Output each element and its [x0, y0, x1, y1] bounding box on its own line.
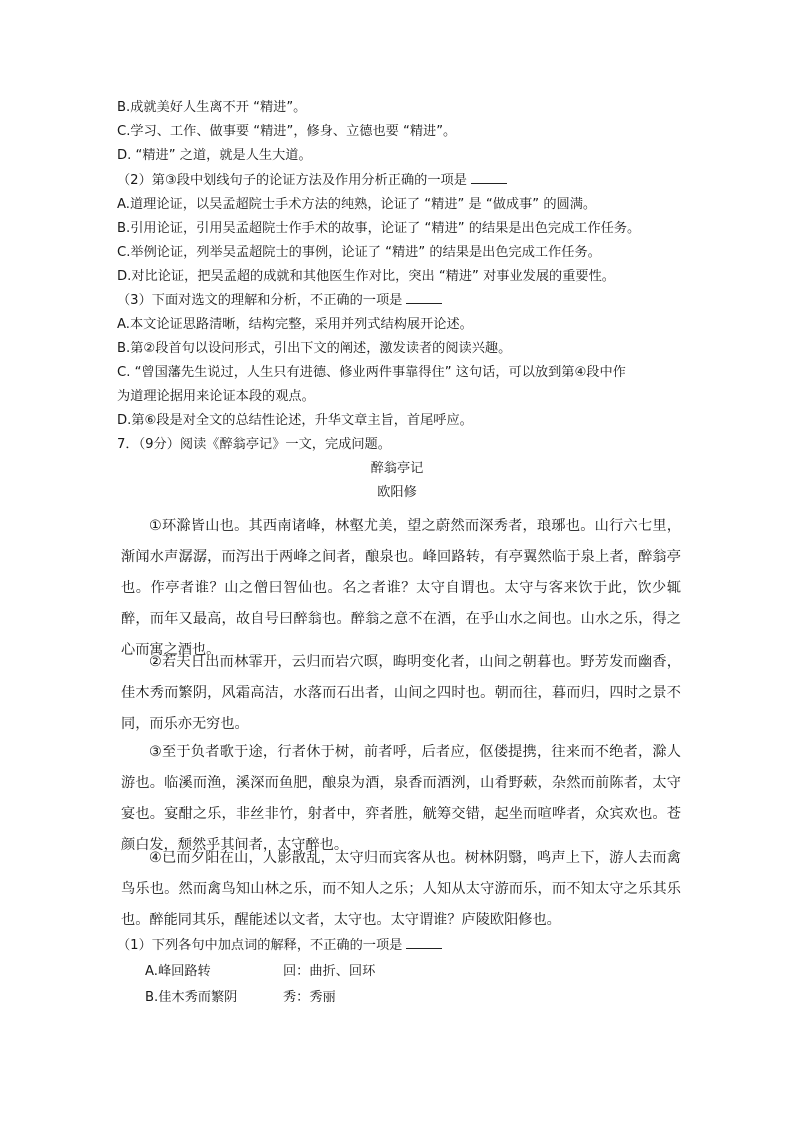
q6-2-stem [117, 171, 687, 191]
q7-1-option-a-gloss: 回：曲折、回环 [283, 964, 376, 979]
q6-3-option-a: A.本文论证思路清晰，结构完整，采用并列式结构展开论述。 [117, 317, 473, 332]
answer-blank [471, 171, 507, 184]
q7-stem: 7．（9分）阅读《醉翁亭记》一文，完成问题。 [117, 437, 391, 452]
passage-author: 欧阳修 [377, 485, 417, 500]
answer-blank [406, 291, 442, 304]
q6-3-option-c-line2: 为道理论据用来论证本段的观点。 [117, 389, 315, 404]
q6-2-option-a: A.道理论证，以吴孟超院士手术方法的纯熟，论证了 “精进” 是 “做成事” 的圆满。 [117, 197, 597, 212]
q6-3-stem-text: （3）下面对选文的理解和分析，不正确的一项是 [117, 293, 403, 308]
q7-1-option-b-gloss: 秀：秀丽 [283, 990, 336, 1005]
passage-paragraph-4: ④已而夕阳在山，人影散乱，太守归而宾客从也。树林阴翳，鸣声上下，游人去而禽鸟乐也。然而禽鸟知山林之乐，而不知人之乐；人知从太守游而乐，而不知太守之乐其乐也。醉能同其乐，醒能述以文者，太守也。太守谓谁？庐陵欧阳修也。 [121, 850, 681, 928]
q6-1-option-c: C.学习、工作、做事要 “精进”，修身、立德也要 “精进”。 [117, 124, 457, 139]
passage-title: 醉翁亭记 [370, 461, 424, 476]
q6-3-option-c-line1: C. “曾国藩先生说过，人生只有进德、修业两件事靠得住” 这句话，可以放到第④段中作 [117, 365, 626, 380]
passage-paragraph-3: ③至于负者歌于途，行者休于树，前者呼，后者应，伛偻提携，往来而不绝者，滁人游也。临溪而渔，溪深而鱼肥，酿泉为酒，泉香而酒洌，山肴野蔌，杂然而前陈者，太守宴也。宴酣之乐，非丝非竹，射者中，弈者胜，觥筹交错，起坐而喧哗者，众宾欢也。苍颜白发，颓然乎其间者，太守醉也。 [121, 744, 681, 853]
q6-3-option-b: B.第②段首句以设问形式，引出下文的阐述，激发读者的阅读兴趣。 [117, 341, 512, 356]
q6-1-option-b: B.成就美好人生离不开 “精进”。 [117, 100, 307, 115]
q7-1-stem-text: （1）下列各句中加点词的解释，不正确的一项是 [117, 938, 403, 953]
q7-1-option-b-phrase: B.佳木秀而繁阴 [145, 990, 238, 1005]
q7-1-option-a-phrase: A.峰回路转 [145, 964, 211, 979]
q7-1-option-b [145, 988, 336, 1008]
q7-1-option-a [145, 962, 375, 982]
q6-3-option-d: D.第⑥段是对全文的总结性论述，升华文章主旨，首尾呼应。 [117, 413, 473, 428]
passage-paragraph-1: ①环滁皆山也。其西南诸峰，林壑尤美，望之蔚然而深秀者，琅琊也。山行六七里，渐闻水声潺潺，而泻出于两峰之间者，酿泉也。峰回路转，有亭翼然临于泉上者，醉翁亭也。作亭者谁？山之僧曰智仙也。名之者谁？太守自谓也。太守与客来饮于此，饮少辄醉，而年又最高，故自号曰醉翁也。醉翁之意不在酒，在乎山水之间也。山水之乐，得之心而寓之酒也。 [121, 518, 681, 658]
q6-2-option-b: B.引用论证，引用吴孟超院士作手术的故事，论证了 “精进” 的结果是出色完成工作任务。 [117, 221, 641, 236]
q6-2-option-c: C.举例论证，列举吴孟超院士的事例，论证了 “精进” 的结果是出色完成工作任务。 [117, 245, 601, 260]
answer-blank [406, 936, 442, 949]
q6-2-stem-text: （2）第③段中划线句子的论证方法及作用分析正确的一项是 [117, 173, 467, 188]
q6-2-option-d: D.对比论证，把吴孟超的成就和其他医生作对比，突出 “精进” 对事业发展的重要性。 [117, 269, 615, 284]
q6-3-stem [117, 291, 687, 311]
q6-1-option-d: D. “精进” 之道，就是人生大道。 [117, 148, 312, 163]
passage-paragraph-2: ②若夫日出而林霏开，云归而岩穴暝，晦明变化者，山间之朝暮也。野芳发而幽香，佳木秀而繁阴，风霜高洁，水落而石出者，山间之四时也。朝而往，暮而归，四时之景不同，而乐亦无穷也。 [121, 654, 681, 732]
q7-1-stem [117, 936, 687, 956]
